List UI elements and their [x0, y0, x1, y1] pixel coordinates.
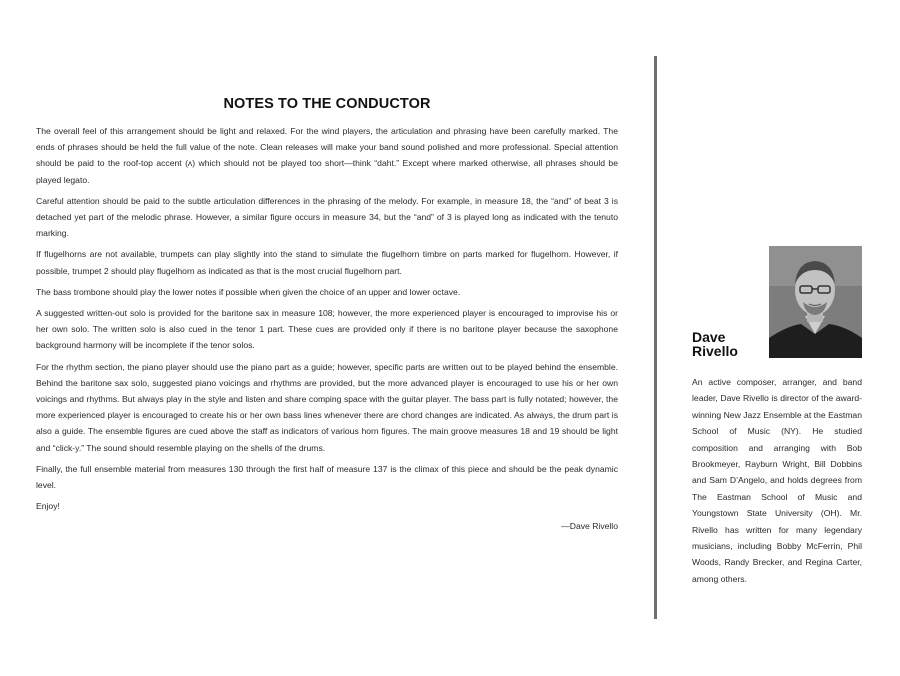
paragraph-baritone-solo: A suggested written-out solo is provided for the baritone sax in measure 108; however, the more experienced player is encouraged to improvise his or her own solo. The written solo is also cued in the tenor 1 part. These cues are provided only if there is no baritone player because the saxophone background harmony will be incomplete if the tenor solos. [36, 308, 618, 351]
page-title: NOTES TO THE CONDUCTOR [223, 96, 431, 112]
closing-text: Enjoy! [36, 501, 60, 512]
conductor-notes [36, 96, 618, 534]
author-bio: An active composer, arranger, and band leader, Dave Rivello is director of the award-winning New Jazz Ensemble at the Eastman School of Music (NY). He studied composition and arranging with Bob Brookmeyer, Rayburn Wright, Bill Dobbins and Sam D’Angelo, and holds degrees from The Eastman School of Music and Youngstown State University (OH). Mr. Rivello has written for many legendary musicians, including Bobby McFerrin, Phil Woods, Randy Brecker, and Regina Carter, among others. [692, 377, 862, 584]
column-divider [654, 56, 657, 619]
signature: —Dave Rivello [561, 521, 618, 532]
author-name [692, 330, 738, 358]
author-first-name: Dave [692, 329, 726, 345]
paragraph-melody: Careful attention should be paid to the subtle articulation differences in the phrasing of the melody. For example, in measure 18, the “and” of beat 3 is detached yet part of the melodic phrase. However, a similar figure occurs in measure 34, but the “and” of 3 is played long as indicated with the tenuto marking. [36, 195, 618, 239]
paragraph-climax: Finally, the full ensemble material from measures 130 through the first half of measure 137 is the climax of this piece and should be the peak dynamic level. [36, 463, 618, 491]
portrait-photo-icon [769, 246, 862, 358]
paragraph-articulation: The overall feel of this arrangement should be light and relaxed. For the wind players, the articulation and phrasing have been carefully marked. The ends of phrases should be held the full value of the note. Clean releases will make your band sound polished and more professional. Special attention should be paid to the roof-top accent (ʌ) which should not be played too short—think “daht.” Except where marked otherwise, all phrases should be played legato. [36, 126, 618, 185]
author-portrait [769, 246, 862, 358]
paragraph-flugelhorn: If flugelhorns are not available, trumpets can play slightly into the stand to simulate the flugelhorn timbre on parts marked for flugelhorn. However, if possible, trumpet 2 should play flugelhorn as indicated as that is the most crucial flugelhorn part. [36, 249, 618, 276]
author-last-name: Rivello [692, 343, 738, 359]
paragraph-bass-trombone: The bass trombone should play the lower notes if possible when given the choice of an upper and lower octave. [36, 286, 461, 297]
paragraph-rhythm-section: For the rhythm section, the piano player should use the piano part as a guide; however, specific parts are written out to be played behind the ensemble. Behind the baritone sax solo, suggested piano voicings and rhythms are provided, but the more advanced player is encouraged to use his or her own voicings and rhythms. But always play in the style and listen and share comping space with the guitar player. The bass part is fully notated; however, the more experienced player is encouraged to create his or her own bass lines whenever there are chord changes are indicated. As always, the drum part is also a guide. The ensemble figures are cued above the staff as indicators of various horn figures. The main groove measures 18 and 19 should be light and “click-y.” The sound should resemble playing on the shells of the drums. [36, 361, 618, 453]
